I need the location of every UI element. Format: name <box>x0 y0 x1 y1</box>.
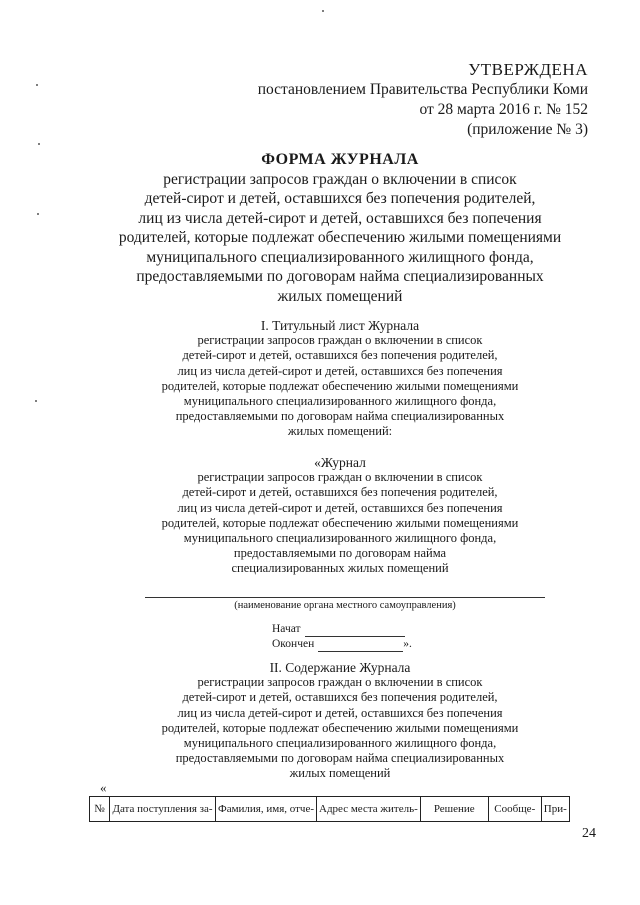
section-line: родителей, которые подлежат обеспечению жилыми помещениями <box>161 378 519 393</box>
column-header: При- <box>541 797 569 822</box>
approval-line-3: (приложение № 3) <box>467 121 588 138</box>
table-header-row <box>90 797 570 822</box>
column-header: Решение <box>420 797 488 822</box>
section-line: лиц из числа детей-сирот и детей, оставшихся без попечения <box>177 363 503 378</box>
journal-line: детей-сирот и детей, оставшихся без попечения родителей, <box>182 485 498 500</box>
speck <box>322 10 324 12</box>
ended-blank <box>318 640 403 652</box>
section-heading: II. Содержание Журнала <box>269 660 411 675</box>
column-header: Дата поступления за- <box>110 797 216 822</box>
section-line: родителей, которые подлежат обеспечению жилыми помещениями <box>161 720 519 735</box>
speck <box>35 400 37 402</box>
org-name-line <box>145 597 545 598</box>
column-header: № <box>90 797 110 822</box>
page-number: 24 <box>582 826 596 841</box>
journal-heading: «Журнал <box>314 455 366 470</box>
section-line: предоставляемыми по договорам найма специализированных <box>175 409 505 424</box>
speck <box>38 143 40 145</box>
started-row <box>272 622 412 637</box>
form-heading-line: жилых помещений <box>277 287 403 305</box>
journal-table <box>89 796 570 822</box>
column-header: Адрес места житель- <box>317 797 421 822</box>
started-blank <box>305 625 405 637</box>
section-title-page <box>100 318 580 440</box>
section-line: детей-сирот и детей, оставшихся без попечения родителей, <box>182 348 498 363</box>
section-contents <box>100 660 580 782</box>
ended-suffix: ». <box>403 638 412 650</box>
section-heading: I. Титульный лист Журнала <box>260 318 420 333</box>
form-heading-line: детей-сирот и детей, оставшихся без попечения родителей, <box>144 190 536 207</box>
form-heading-line: лиц из числа детей-сирот и детей, оставшихся без попечения <box>138 209 542 227</box>
approval-line-1: постановлением Правительства Республики Коми <box>257 81 588 98</box>
journal-title-block <box>100 455 580 577</box>
section-line: регистрации запросов граждан о включении в список <box>197 333 483 348</box>
journal-line: муниципального специализированного жилищного фонда, <box>183 531 497 546</box>
journal-line: предоставляемыми по договорам найма <box>233 546 447 561</box>
section-line: муниципального специализированного жилищного фонда, <box>183 736 497 751</box>
section-line: детей-сирот и детей, оставшихся без попечения родителей, <box>182 690 498 705</box>
form-heading <box>70 150 610 306</box>
section-line: муниципального специализированного жилищного фонда, <box>183 394 497 409</box>
approval-title: УТВЕРЖДЕНА <box>468 60 588 79</box>
journal-dates <box>272 622 412 652</box>
form-heading-line: родителей, которые подлежат обеспечению жилыми помещениями <box>118 229 562 246</box>
speck <box>37 213 39 215</box>
form-title: ФОРМА ЖУРНАЛА <box>261 151 419 168</box>
journal-line: регистрации запросов граждан о включении в список <box>197 470 483 485</box>
form-heading-line: регистрации запросов граждан о включении в список <box>163 170 517 188</box>
approval-line-2: от 28 марта 2016 г. № 152 <box>419 101 588 118</box>
column-header: Сообще- <box>488 797 541 822</box>
section-line: жилых помещений: <box>287 424 393 439</box>
journal-table-wrap <box>89 796 570 822</box>
journal-line: специализированных жилых помещений <box>231 561 449 576</box>
opening-quote: « <box>100 780 107 795</box>
started-label: Начат <box>272 623 301 635</box>
section-line: жилых помещений <box>289 766 391 781</box>
section-line: предоставляемыми по договорам найма специализированных <box>175 751 505 766</box>
org-name-caption: (наименование органа местного самоуправления) <box>234 600 456 611</box>
section-line: регистрации запросов граждан о включении в список <box>197 675 483 690</box>
approval-stamp <box>258 60 588 140</box>
section-line: лиц из числа детей-сирот и детей, оставшихся без попечения <box>177 705 503 720</box>
ended-row <box>272 637 412 652</box>
ended-label: Окончен <box>272 638 315 650</box>
form-heading-line: муниципального специализированного жилищного фонда, <box>146 248 534 266</box>
journal-line: родителей, которые подлежат обеспечению жилыми помещениями <box>161 515 519 530</box>
journal-line: лиц из числа детей-сирот и детей, оставшихся без попечения <box>177 500 503 515</box>
form-heading-line: предоставляемыми по договорам найма специализированных <box>136 268 544 285</box>
speck <box>36 84 38 86</box>
column-header: Фамилия, имя, отче- <box>216 797 317 822</box>
